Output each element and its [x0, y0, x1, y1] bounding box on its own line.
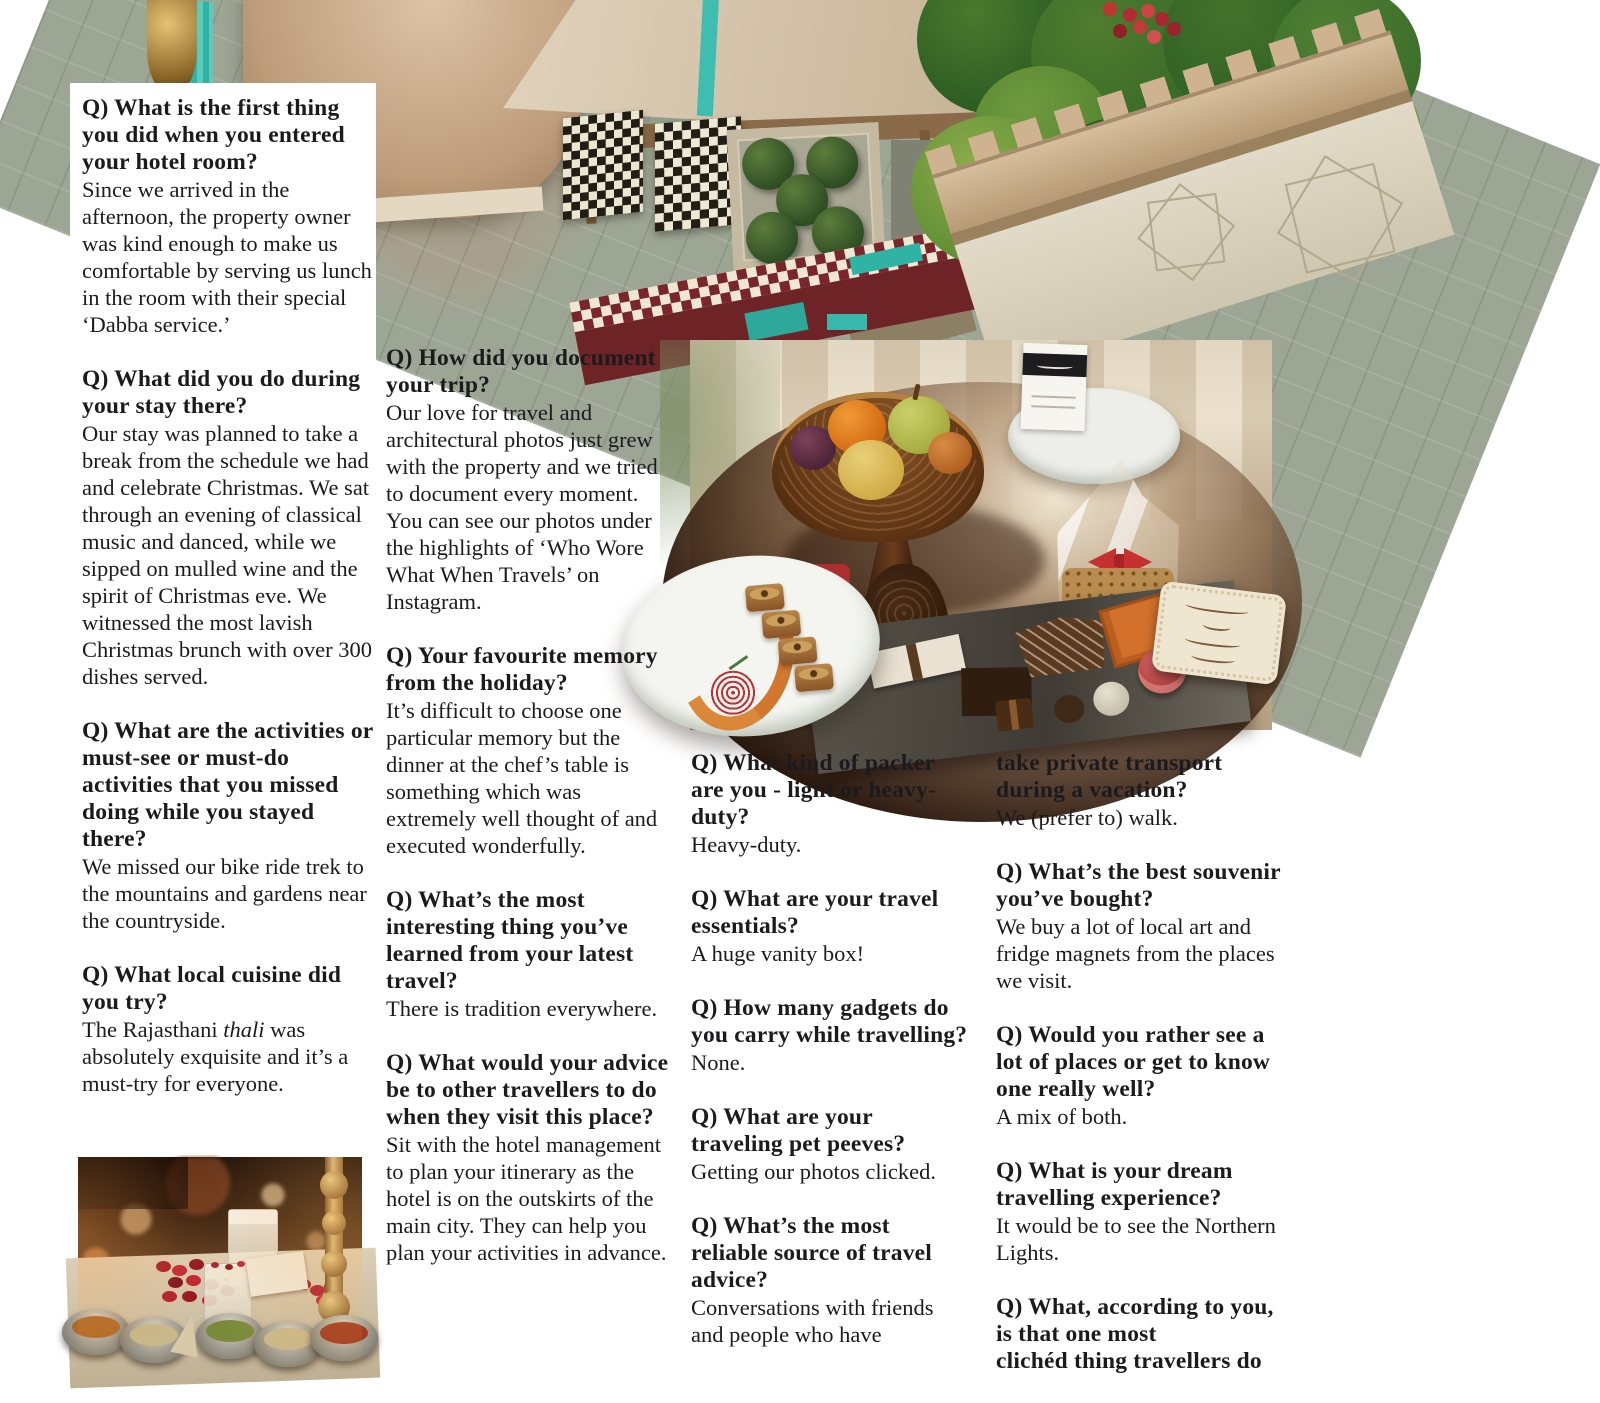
qa-block: [691, 995, 969, 1076]
answer: Since we arrived in the afternoon, the property owner was kind enough to make us comfortable by serving us lunch in the room with their special ‘Dabba service.’: [82, 177, 372, 337]
welcome-card: [1021, 343, 1088, 431]
qa-block: [996, 859, 1282, 994]
icing-script: [1202, 620, 1231, 632]
question: Q) What would your advice be to other travellers to do when they visit this place?: [386, 1050, 669, 1130]
answer: Our stay was planned to take a break from the schedule we had and celebrate Christmas. We sat through an evening of classical music and danced, while we sipped on mulled wine and the spirit of Christmas eve. We witnessed the most lavish Christmas brunch with over 300 dishes served.: [82, 421, 372, 689]
icing-script: [1191, 651, 1236, 665]
answer: There is tradition everywhere.: [386, 996, 658, 1021]
card-logo-script: [1037, 362, 1073, 369]
gold-finial: [147, 0, 197, 94]
question: Q) What is your dream travelling experience?: [996, 1158, 1233, 1211]
text-column-1: [82, 95, 374, 1125]
answer: Our love for travel and architectural photos just grew with the property and we tried to document every moment. You can see our photos under the highlights of ‘Who Wore What When Travels’ on Instagram.: [386, 400, 658, 614]
answer: A mix of both.: [996, 1104, 1128, 1129]
question: Q) What’s the most reliable source of travel advice?: [691, 1213, 933, 1293]
star-inlay: [1147, 193, 1226, 272]
question: Q) What are the activities or must-see or must-do activities that you missed doing while you stayed there?: [82, 718, 374, 852]
qa-block: [996, 1022, 1282, 1130]
question: Q) What local cuisine did you try?: [82, 962, 342, 1015]
text-column-2: [386, 345, 673, 1294]
text-column-3: [691, 750, 969, 1376]
answer: Heavy-duty.: [691, 832, 802, 857]
card-logo-band: [1022, 353, 1087, 377]
question: Q) What are your travel essentials?: [691, 886, 939, 939]
qa-block: [82, 366, 374, 690]
answer: None.: [691, 1050, 746, 1075]
qa-block: [386, 887, 673, 1022]
candlelit-dinner-photo: [78, 1157, 362, 1367]
canape-roll: [745, 583, 785, 612]
qa-block: [996, 1158, 1282, 1266]
wrapped-chocolate-bar: [867, 634, 966, 689]
canape-roll: [761, 610, 801, 639]
answer-text: was absolutely exquisite and it’s a must-try for everyone.: [82, 1017, 349, 1096]
qa-block: [82, 95, 374, 338]
question: Q) What kind of packer are you - light or heavy-duty?: [691, 750, 936, 830]
qa-block: [691, 1104, 969, 1185]
qa-block: [691, 750, 969, 858]
question: Q) What, according to you, is that one most: [996, 1294, 1274, 1347]
question: Q) What did you do during your stay there?: [82, 366, 361, 419]
dusted-truffle: [1091, 680, 1131, 718]
text-column-4: [996, 750, 1282, 1403]
answer: Conversations with friends and people who have: [691, 1295, 934, 1347]
card-text-line: [1032, 395, 1076, 399]
qa-block: [386, 1050, 673, 1266]
answer: [82, 1016, 374, 1097]
answer: We (prefer to) walk.: [996, 805, 1178, 830]
checkered-panel: [563, 110, 643, 220]
water-channel: [827, 314, 867, 330]
qa-block: [386, 345, 673, 615]
qa-block: [691, 886, 969, 967]
answer: A huge vanity box!: [691, 941, 865, 966]
answer: We buy a lot of local art and fridge magnets from the places we visit.: [996, 914, 1275, 993]
question: Q) What’s the best souvenir you’ve bought?: [996, 859, 1281, 912]
question: Q) What are your traveling pet peeves?: [691, 1104, 906, 1157]
answer-italic: thali: [223, 1017, 265, 1042]
qa-block: [691, 1213, 969, 1348]
answer: It’s difficult to choose one particular memory but the dinner at the chef’s table is something which was extremely well thought of and executed wonderfully.: [386, 698, 658, 858]
qa-block: [82, 718, 374, 934]
canape-roll: [794, 663, 834, 692]
welcome-table-photo: [622, 340, 1272, 736]
question: Q) Your favourite memory from the holiday?: [386, 643, 658, 696]
card-text-line: [1031, 405, 1075, 409]
red-flower-cluster: [1103, 2, 1117, 16]
icing-script: [1185, 600, 1250, 617]
answer: Sit with the hotel management to plan your itinerary as the hotel is on the outskirts of the main city. They can help you plan your activities in advance.: [386, 1132, 667, 1265]
qa-block: [82, 962, 374, 1097]
ribbon-knot: [1114, 554, 1128, 568]
icing-script: [1185, 634, 1242, 650]
dark-truffle: [1053, 693, 1086, 724]
welcome-message-cookie: [1151, 581, 1287, 686]
question: Q) What’s the most interesting thing you’ve learned from your latest travel?: [386, 887, 634, 994]
answer: We missed our bike ride trek to the mountains and gardens near the countryside.: [82, 854, 367, 933]
ribboned-chocolate: [995, 698, 1034, 732]
question-continued: take private transport during a vacation?: [996, 750, 1223, 803]
red-apple: [928, 432, 972, 474]
qa-block: [996, 750, 1282, 831]
qa-block: [996, 1294, 1282, 1375]
question-clipped-line: clichéd thing travellers do: [996, 1348, 1262, 1374]
answer: Getting our photos clicked.: [691, 1159, 936, 1184]
answer-text: The Rajasthani: [82, 1017, 224, 1042]
answer: It would be to see the Northern Lights.: [996, 1213, 1276, 1265]
question: Q) How did you document your trip?: [386, 345, 656, 398]
canape-roll: [778, 636, 818, 665]
question: Q) How many gadgets do you carry while travelling?: [691, 995, 968, 1048]
star-inlay: [1285, 163, 1396, 274]
yellow-apple: [838, 440, 904, 500]
question: Q) What is the first thing you did when you entered your hotel room?: [82, 95, 345, 175]
candle-glow: [78, 1157, 362, 1367]
qa-block: [386, 643, 673, 859]
question: Q) Would you rather see a lot of places or get to know one really well?: [996, 1022, 1271, 1102]
